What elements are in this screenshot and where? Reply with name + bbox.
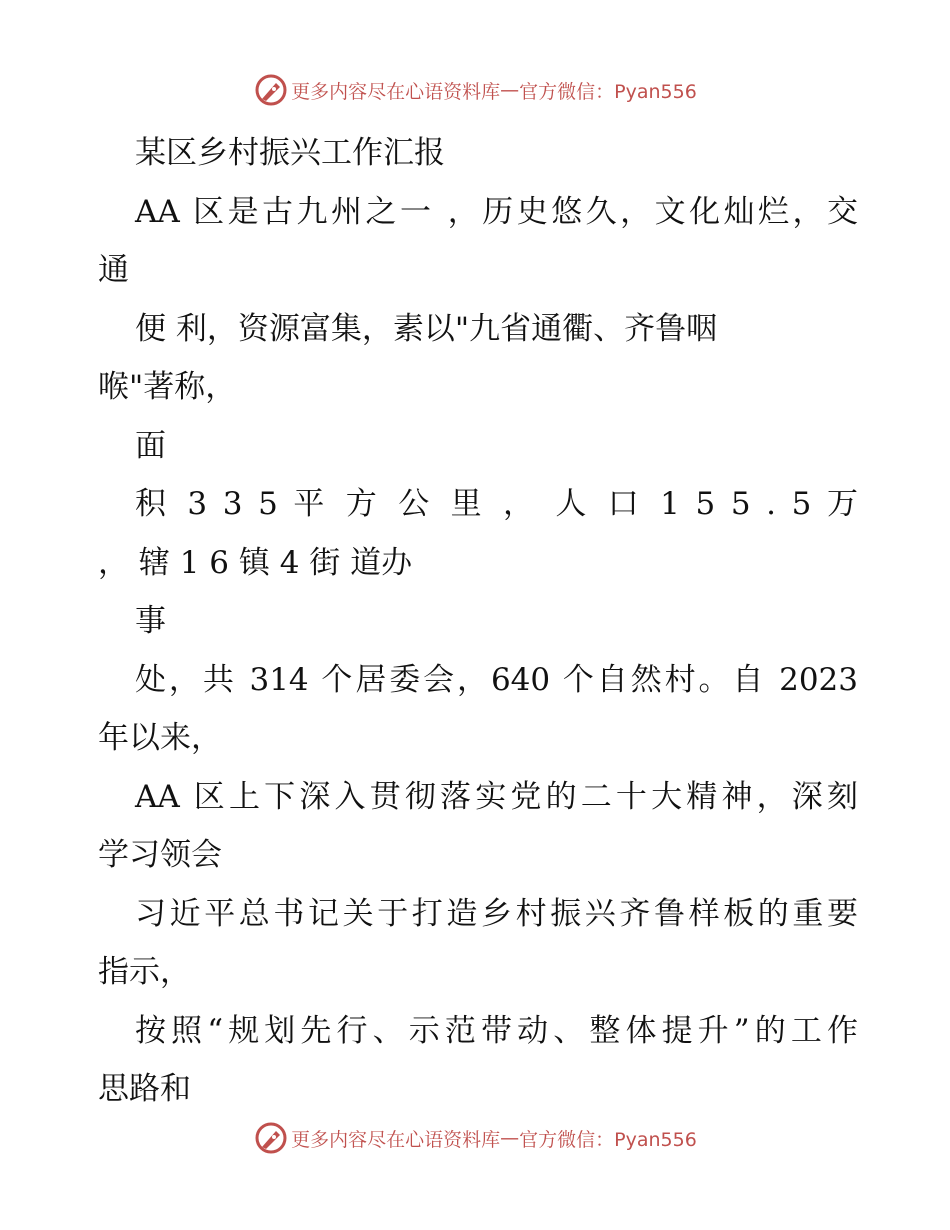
pen-nib-logo-icon: [253, 1120, 289, 1156]
doc-line-1: AA 区是古九州之一 ，历史悠久，文化灿烂，交: [135, 193, 858, 230]
watermark-separator: —: [500, 79, 520, 101]
watermark-footer: [0, 1118, 950, 1158]
doc-line-7: ， 辖 1 6 镇 4 街 道办: [98, 544, 413, 581]
watermark-text: 更多内容尽在心语资料库: [291, 1128, 501, 1151]
document-body: [98, 124, 858, 1119]
pen-nib-logo-icon: [253, 72, 289, 108]
doc-line-6: 积 3 3 5 平 方 公 里 ， 人 口 1 5 5 . 5 万: [135, 486, 858, 522]
doc-line-15: 按照“规划先行、示范带动、整体提升”的工作: [135, 1012, 858, 1049]
doc-line-5: 面: [135, 427, 166, 464]
doc-line-16: 思路和: [98, 1071, 191, 1107]
doc-line-14: 指示，: [98, 954, 191, 990]
doc-line-11: AA 区上下深入贯彻落实党的二十大精神，深刻: [135, 778, 858, 815]
doc-line-4: 喉"著称，: [98, 369, 237, 405]
doc-line-10: 年以来，: [98, 720, 222, 756]
watermark-header: [0, 70, 950, 110]
doc-line-3: 便 利，资源富集，素以"九省通衢、齐鲁咽: [135, 310, 718, 347]
doc-line-9: 处，共 314 个居委会，640 个自然村。自 2023: [135, 661, 858, 698]
doc-title: 某区乡村振兴工作汇报: [135, 135, 445, 171]
doc-line-8: 事: [135, 603, 166, 639]
watermark-wechat: 官方微信：Pyan556: [519, 1128, 697, 1151]
doc-line-12: 学习领会: [98, 837, 222, 873]
doc-line-2: 通: [98, 252, 129, 288]
watermark-wechat: 官方微信：Pyan556: [519, 80, 697, 103]
watermark-text: 更多内容尽在心语资料库: [291, 80, 501, 103]
doc-line-13: 习近平总书记关于打造乡村振兴齐鲁样板的重要: [135, 895, 858, 932]
watermark-separator: —: [500, 1127, 520, 1149]
